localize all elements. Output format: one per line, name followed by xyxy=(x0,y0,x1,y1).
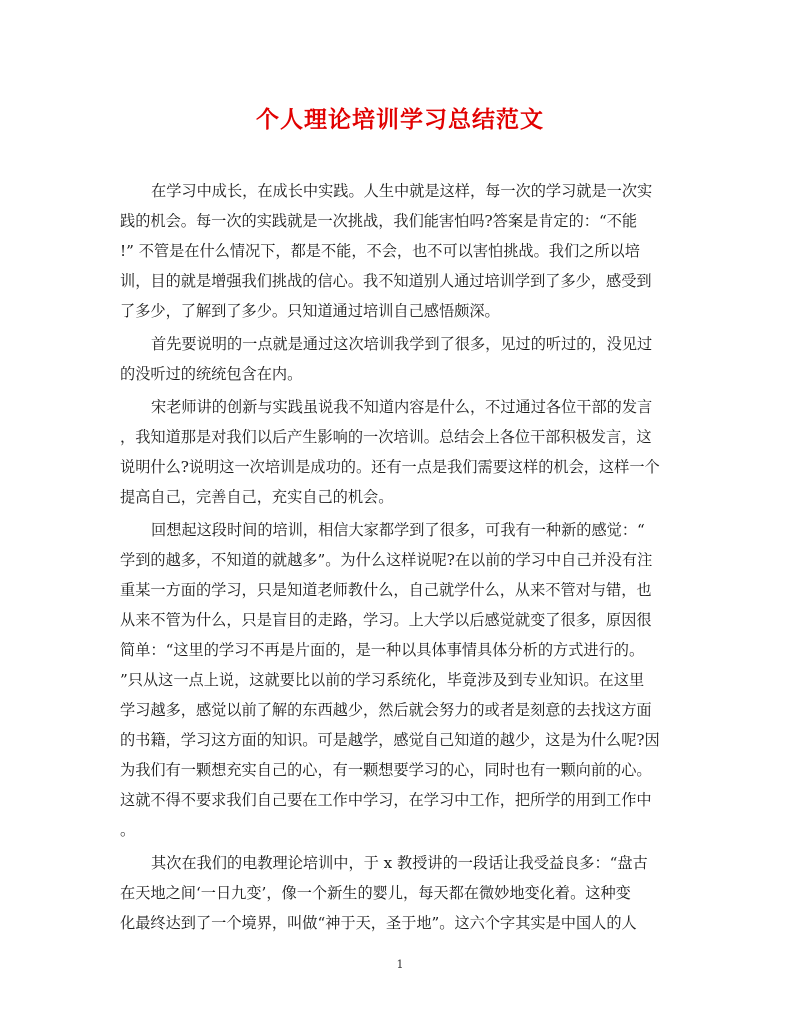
paragraph-line: 的书籍，学习这方面的知识。可是越学，感觉自己知道的越少，这是为什么呢?因 xyxy=(120,731,660,749)
paragraph-line: 首先要说明的一点就是通过这次培训我学到了很多，见过的听过的，没见过 xyxy=(151,335,653,353)
paragraph xyxy=(120,515,680,845)
paragraph-line: 在天地之间‘一日九变’，像一个新生的婴儿，每天都在微妙地变化着。这种变 xyxy=(120,884,631,902)
paragraph-line: 。 xyxy=(120,821,136,839)
paragraph-line: 为我们有一颗想充实自己的心，有一颗想要学习的心，同时也有一颗向前的心。 xyxy=(120,761,652,779)
paragraph-line: 践的机会。每一次的实践就是一次挑战，我们能害怕吗?答案是肯定的：“不能 xyxy=(120,212,638,230)
paragraph-line: 回想起这段时间的培训，相信大家都学到了很多，可我有一种新的感觉：“ xyxy=(151,521,645,539)
paragraph xyxy=(120,392,680,512)
paragraph-line: 学习越多，感觉以前了解的东西越少，然后就会努力的或者是刻意的去找这方面 xyxy=(120,701,652,719)
paragraph-line: 的没听过的统统包含在内。 xyxy=(120,365,303,383)
paragraph-line: 了多少，了解到了多少。只知道通过培训自己感悟颇深。 xyxy=(120,302,500,320)
paragraph-line: !” 不管是在什么情况下，都是不能，不会，也不可以害怕挑战。我们之所以培 xyxy=(120,242,640,260)
paragraph-line: 这就不得不要求我们自己要在工作中学习，在学习中工作，把所学的用到工作中 xyxy=(120,791,652,809)
paragraph-line: ，我知道那是对我们以后产生影响的一次培训。总结会上各位干部积极发言，这 xyxy=(120,428,652,446)
paragraph-line: 说明什么?说明这一次培训是成功的。还有一点是我们需要这样的机会，这样一个 xyxy=(120,458,660,476)
page-number: 1 xyxy=(396,958,404,971)
document-title: 个人理论培训学习总结范文 xyxy=(256,106,544,133)
paragraph-line: 其次在我们的电教理论培训中，于 x 教授讲的一段话让我受益良多：“盘古 xyxy=(151,854,648,872)
paragraph xyxy=(120,848,680,938)
paragraph-line: 简单：“这里的学习不再是片面的，是一种以具体事情具体分析的方式进行的。 xyxy=(120,641,645,659)
paragraph-line: 重某一方面的学习，只是知道老师教什么，自己就学什么，从来不管对与错，也 xyxy=(120,581,652,599)
paragraph-line: 从来不管为什么，只是盲目的走路，学习。上大学以后感觉就变了很多，原因很 xyxy=(120,611,652,629)
paragraph-line: ”只从这一点上说，这就要比以前的学习系统化，毕竟涉及到专业知识。在这里 xyxy=(120,671,645,689)
paragraph-line: 提高自己，完善自己，充实自己的机会。 xyxy=(120,488,394,506)
paragraph xyxy=(120,176,680,326)
paragraph xyxy=(120,329,680,389)
paragraph-line: 化最终达到了一个境界，叫做“神于天，圣于地”。这六个字其实是中国人的人 xyxy=(120,914,637,932)
document-body xyxy=(120,176,680,941)
paragraph-line: 在学习中成长，在成长中实践。人生中就是这样，每一次的学习就是一次实 xyxy=(151,182,653,200)
paragraph-line: 训，目的就是增强我们挑战的信心。我不知道别人通过培训学到了多少，感受到 xyxy=(120,272,652,290)
paragraph-line: 宋老师讲的创新与实践虽说我不知道内容是什么，不过通过各位干部的发言 xyxy=(151,398,653,416)
paragraph-line: 学到的越多，不知道的就越多”。为什么这样说呢?在以前的学习中自己并没有注 xyxy=(120,551,653,569)
